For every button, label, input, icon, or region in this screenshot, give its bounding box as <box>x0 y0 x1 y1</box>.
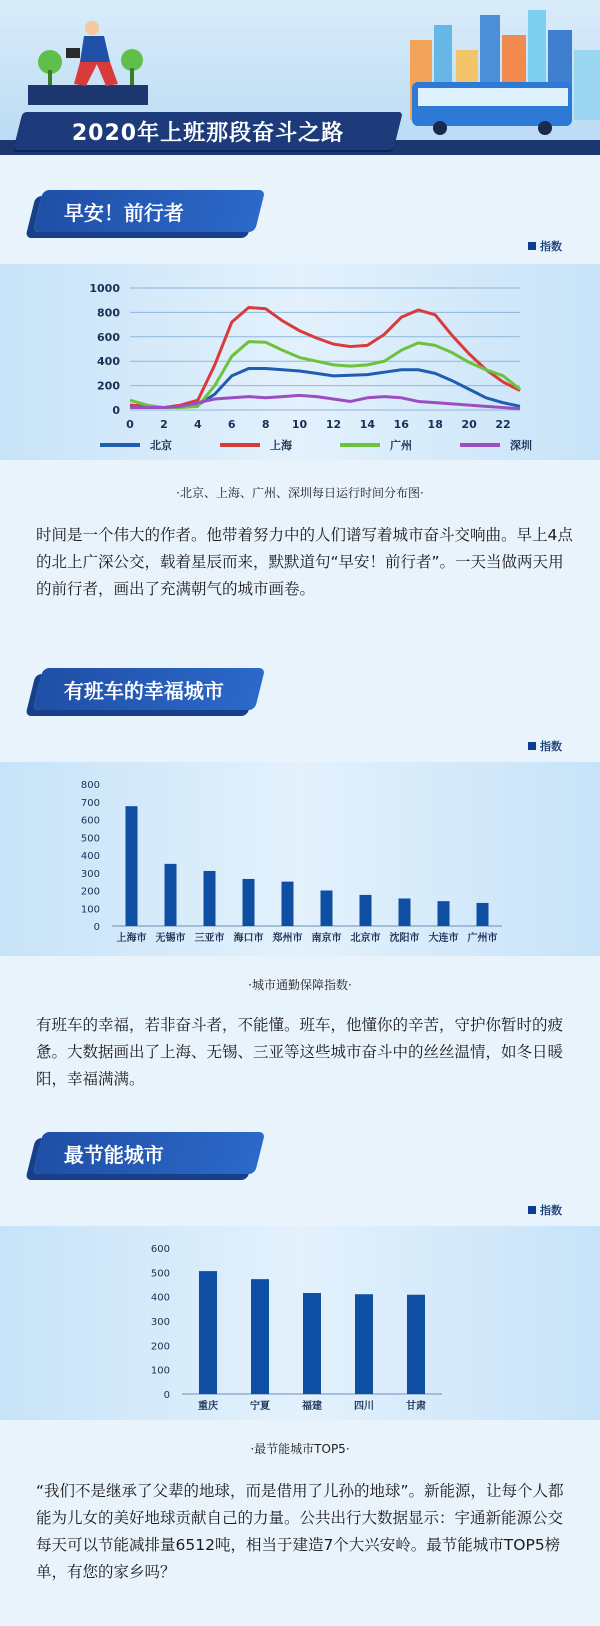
x-category-label: 三亚市 <box>194 933 225 944</box>
bar-5 <box>321 891 333 927</box>
chart-panel-1 <box>0 264 600 460</box>
y-tick-label: 300 <box>80 868 100 880</box>
x-tick-label: 6 <box>227 418 236 431</box>
y-tick-label: 100 <box>80 904 100 916</box>
bar-3 <box>355 1294 373 1394</box>
bar-2 <box>204 871 216 926</box>
y-tick-label: 0 <box>163 1390 170 1401</box>
section-heading-3 <box>33 1132 265 1174</box>
y-tick-label: 200 <box>80 886 100 898</box>
bar-7 <box>399 898 411 926</box>
bar-1 <box>165 864 177 926</box>
y-tick-label: 400 <box>97 355 120 369</box>
x-tick-label: 2 <box>160 418 168 431</box>
x-category-label: 四川 <box>354 1401 374 1412</box>
x-tick-label: 22 <box>495 418 511 431</box>
x-category-label: 海口市 <box>233 933 264 944</box>
bar-2 <box>303 1293 321 1394</box>
y-tick-label: 0 <box>93 922 100 933</box>
x-tick-label: 10 <box>291 418 308 431</box>
bar-chart-energy-saving <box>0 1226 600 1420</box>
legend-label: 深圳 <box>510 439 532 452</box>
x-category-label: 重庆 <box>198 1401 218 1412</box>
section-heading-1-text: 早安！前行者 <box>64 200 184 225</box>
x-category-label: 北京市 <box>350 933 381 944</box>
legend-square-icon <box>528 242 536 250</box>
legend-tag-2-text: 指数 <box>540 740 562 753</box>
legend-square-icon <box>528 1206 536 1214</box>
legend-tag-1 <box>528 238 562 254</box>
y-tick-label: 700 <box>80 797 100 809</box>
x-tick-label: 0 <box>126 418 134 431</box>
y-tick-label: 300 <box>150 1317 170 1328</box>
x-category-label: 甘肃 <box>406 1401 426 1412</box>
x-category-label: 沈阳市 <box>389 933 420 944</box>
bar-9 <box>477 903 489 926</box>
banner-title: 2020年上班那段奋斗之路 <box>71 120 345 146</box>
bar-0 <box>199 1271 217 1394</box>
legend-label: 广州 <box>390 439 412 452</box>
y-tick-label: 100 <box>150 1365 170 1377</box>
header-banner <box>0 0 600 155</box>
chart-caption-2: ·城市通勤保障指数· <box>248 978 352 992</box>
y-tick-label: 500 <box>80 833 100 845</box>
bar-8 <box>438 901 450 926</box>
legend-tag-1-text: 指数 <box>540 240 562 253</box>
x-category-label: 南京市 <box>311 933 342 944</box>
legend-label: 上海 <box>270 439 292 452</box>
x-category-label: 无锡市 <box>155 933 186 944</box>
x-tick-label: 8 <box>261 418 270 431</box>
y-tick-label: 500 <box>150 1268 170 1280</box>
bar-6 <box>360 895 372 926</box>
x-category-label: 福建 <box>302 1401 322 1412</box>
x-tick-label: 12 <box>325 418 342 431</box>
y-tick-label: 0 <box>112 404 120 417</box>
bar-chart-commute-index <box>0 762 600 956</box>
x-category-label: 上海市 <box>116 933 147 944</box>
bar-4 <box>407 1295 425 1394</box>
y-tick-label: 800 <box>97 306 120 320</box>
x-tick-label: 14 <box>359 418 376 431</box>
y-tick-label: 1000 <box>89 282 120 295</box>
y-tick-label: 200 <box>150 1341 170 1353</box>
x-category-label: 广州市 <box>467 933 498 944</box>
bar-0 <box>126 806 138 926</box>
x-tick-label: 16 <box>393 418 409 431</box>
bar-3 <box>243 879 255 926</box>
legend-square-icon <box>528 742 536 750</box>
section-heading-2 <box>33 668 265 710</box>
y-tick-label: 800 <box>80 780 100 791</box>
banner-title-box <box>13 112 402 150</box>
paragraph-1: 时间是一个伟大的作者。他带着努力中的人们谱写着城市奋斗交响曲。早上4点的北上广深公交，载着星辰而来，默默道句“早安！前行者”。一天当做两天用的前行者，画出了充满朝气的城市画卷。 <box>36 526 573 598</box>
section-heading-1 <box>33 190 265 232</box>
paragraph-2: 有班车的幸福，若非奋斗者，不能懂。班车，他懂你的辛苦，守护你暂时的疲惫。大数据画出了上海、无锡、三亚等这些城市奋斗中的丝丝温情，如冬日暖阳，幸福满满。 <box>36 1016 564 1088</box>
x-tick-label: 4 <box>193 418 202 431</box>
section-heading-2-text: 有班车的幸福城市 <box>64 678 224 703</box>
chart-panel-3 <box>0 1226 600 1420</box>
legend-tag-2 <box>528 738 562 754</box>
x-tick-label: 18 <box>427 418 443 431</box>
bar-4 <box>282 882 294 926</box>
chart-caption-1: ·北京、上海、广州、深圳每日运行时间分布图· <box>176 486 424 500</box>
legend-tag-3-text: 指数 <box>540 1204 562 1217</box>
y-tick-label: 400 <box>80 851 100 862</box>
legend-label: 北京 <box>150 439 172 452</box>
x-tick-label: 20 <box>461 418 477 431</box>
legend-tag-3 <box>528 1202 562 1218</box>
line-chart-time-distribution <box>0 264 600 460</box>
bar-1 <box>251 1279 269 1394</box>
x-category-label: 宁夏 <box>250 1401 270 1412</box>
section-heading-3-text: 最节能城市 <box>64 1142 164 1167</box>
x-category-label: 郑州市 <box>272 933 303 944</box>
paragraph-3: “我们不是继承了父辈的地球，而是借用了儿孙的地球”。新能源，让每个人都能为儿女的美好地球贡献自己的力量。公共出行大数据显示：宇通新能源公交每天可以节能减排量6512吨，相当于建造7个大兴安岭。最节能城市TOP5榜单，有您的家乡吗？ <box>36 1482 564 1581</box>
y-tick-label: 600 <box>150 1244 170 1255</box>
x-category-label: 大连市 <box>428 933 459 944</box>
y-tick-label: 600 <box>80 815 100 827</box>
chart-panel-2 <box>0 762 600 956</box>
y-tick-label: 200 <box>97 379 120 393</box>
y-tick-label: 600 <box>97 330 120 344</box>
chart-caption-3: ·最节能城市TOP5· <box>250 1442 350 1456</box>
y-tick-label: 400 <box>150 1292 170 1304</box>
